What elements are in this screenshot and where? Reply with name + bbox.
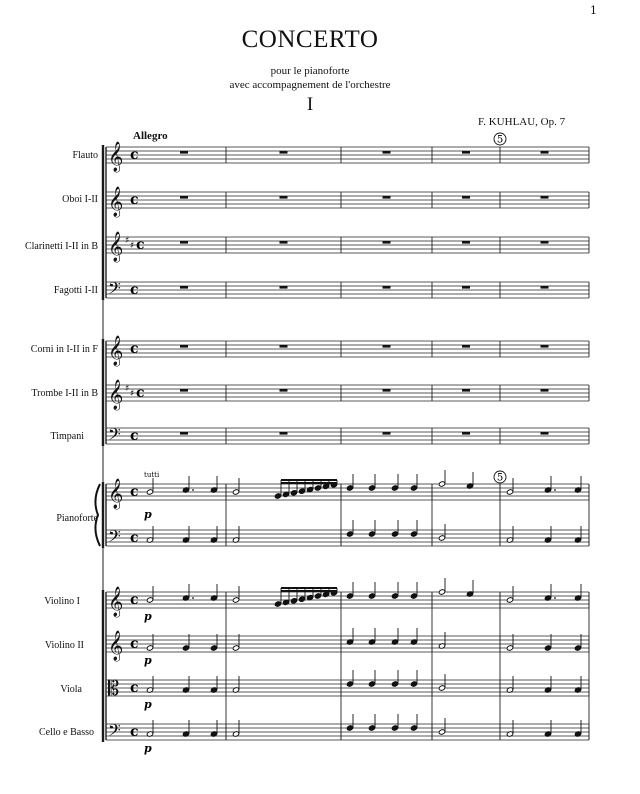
notehead bbox=[232, 489, 239, 495]
whole-rest bbox=[280, 432, 288, 435]
whole-rest bbox=[383, 389, 391, 392]
dot bbox=[554, 489, 556, 491]
whole-rest bbox=[280, 389, 288, 392]
staff bbox=[106, 341, 589, 357]
whole-rest bbox=[462, 151, 470, 154]
whole-rest bbox=[280, 241, 288, 244]
page-number: 1 bbox=[590, 4, 597, 17]
staff bbox=[106, 428, 589, 444]
whole-rest bbox=[180, 345, 188, 348]
notehead bbox=[290, 598, 297, 604]
subtitle-line-2: avec accompagnement de l'orchestre bbox=[229, 79, 391, 91]
time-signature: c bbox=[130, 341, 139, 357]
time-signature: c bbox=[130, 484, 139, 500]
notehead bbox=[182, 645, 189, 651]
notehead bbox=[506, 645, 513, 651]
whole-rest bbox=[180, 389, 188, 392]
whole-rest bbox=[180, 241, 188, 244]
notehead bbox=[346, 725, 353, 731]
movement-number: I bbox=[306, 94, 314, 115]
time-signature: c bbox=[130, 724, 139, 740]
time-signature: c bbox=[130, 192, 139, 208]
notehead bbox=[368, 485, 375, 491]
notehead bbox=[210, 645, 217, 651]
dynamic-marking: p bbox=[144, 742, 152, 755]
whole-rest bbox=[383, 286, 391, 289]
instrument-label-pianoforte: Pianoforte bbox=[56, 513, 98, 524]
treble-clef-icon: 𝄞 bbox=[108, 380, 124, 410]
instrument-label-timpani: Timpani bbox=[50, 431, 84, 442]
instrument-label-flauto: Flauto bbox=[72, 150, 98, 161]
notehead bbox=[391, 725, 398, 731]
notehead bbox=[410, 593, 417, 599]
notehead bbox=[314, 485, 321, 491]
treble-clef-icon: 𝄞 bbox=[108, 336, 124, 366]
notehead bbox=[232, 645, 239, 651]
whole-rest bbox=[383, 196, 391, 199]
notehead bbox=[410, 725, 417, 731]
whole-rest bbox=[462, 345, 470, 348]
whole-rest bbox=[280, 286, 288, 289]
notehead bbox=[368, 725, 375, 731]
notehead bbox=[368, 681, 375, 687]
whole-rest bbox=[383, 151, 391, 154]
notehead bbox=[346, 485, 353, 491]
piano-brace-icon bbox=[95, 484, 100, 546]
sharp-icon: ♯ bbox=[125, 236, 130, 246]
notehead bbox=[346, 531, 353, 537]
notehead bbox=[346, 681, 353, 687]
whole-rest bbox=[383, 345, 391, 348]
dynamic-marking: p bbox=[144, 610, 152, 623]
notehead bbox=[506, 597, 513, 603]
time-signature: c bbox=[136, 385, 145, 401]
notehead bbox=[438, 535, 445, 541]
treble-clef-icon: 𝄞 bbox=[108, 587, 124, 617]
instrument-label-violino-ii: Violino II bbox=[44, 640, 84, 651]
whole-rest bbox=[280, 345, 288, 348]
instrument-label-trombe: Trombe I-II in B bbox=[31, 388, 98, 399]
whole-rest bbox=[541, 196, 549, 199]
notehead bbox=[391, 485, 398, 491]
whole-rest bbox=[180, 151, 188, 154]
notehead bbox=[314, 593, 321, 599]
whole-rest bbox=[280, 151, 288, 154]
time-signature: c bbox=[130, 147, 139, 163]
notehead bbox=[438, 481, 445, 487]
whole-rest bbox=[462, 241, 470, 244]
notehead bbox=[368, 531, 375, 537]
notehead bbox=[298, 488, 305, 494]
treble-clef-icon: 𝄞 bbox=[108, 631, 124, 661]
rehearsal-mark: 5 bbox=[496, 472, 504, 484]
treble-clef-icon: 𝄞 bbox=[108, 232, 124, 262]
whole-rest bbox=[280, 196, 288, 199]
whole-rest bbox=[383, 241, 391, 244]
dynamic-marking: p bbox=[144, 698, 152, 711]
time-signature: c bbox=[130, 680, 139, 696]
notehead bbox=[290, 490, 297, 496]
page-title: CONCERTO bbox=[241, 26, 379, 53]
sharp-icon: ♯ bbox=[125, 384, 130, 394]
time-signature: c bbox=[130, 428, 139, 444]
notehead bbox=[438, 729, 445, 735]
whole-rest bbox=[462, 196, 470, 199]
whole-rest bbox=[180, 432, 188, 435]
tutti-label: tutti bbox=[144, 471, 160, 479]
notehead bbox=[506, 489, 513, 495]
time-signature: c bbox=[130, 636, 139, 652]
whole-rest bbox=[541, 432, 549, 435]
instrument-label-clarinetti: Clarinetti I-II in B bbox=[24, 241, 98, 252]
time-signature: c bbox=[136, 237, 145, 253]
whole-rest bbox=[541, 345, 549, 348]
treble-clef-icon: 𝄞 bbox=[108, 479, 124, 509]
whole-rest bbox=[462, 286, 470, 289]
whole-rest bbox=[462, 432, 470, 435]
sharp-icon: ♯ bbox=[130, 389, 135, 399]
treble-clef-icon: 𝄞 bbox=[108, 142, 124, 172]
whole-rest bbox=[383, 432, 391, 435]
time-signature: c bbox=[130, 282, 139, 298]
notehead bbox=[274, 493, 281, 499]
staff bbox=[106, 192, 589, 208]
sharp-icon: ♯ bbox=[130, 241, 135, 251]
subtitle-line-1: pour le pianoforte bbox=[270, 65, 350, 77]
composer-credit: F. KUHLAU, Op. 7 bbox=[478, 116, 566, 128]
rehearsal-mark: 5 bbox=[496, 134, 504, 146]
whole-rest bbox=[462, 389, 470, 392]
time-signature: c bbox=[130, 592, 139, 608]
notehead bbox=[368, 593, 375, 599]
notehead bbox=[410, 681, 417, 687]
notehead bbox=[146, 597, 153, 603]
staff bbox=[106, 237, 589, 253]
notehead bbox=[544, 645, 551, 651]
notehead bbox=[438, 685, 445, 691]
notehead bbox=[391, 681, 398, 687]
tempo-marking: Allegro bbox=[133, 130, 168, 142]
notehead bbox=[438, 589, 445, 595]
notehead bbox=[274, 601, 281, 607]
bass-clef-icon: 𝄢 bbox=[108, 526, 121, 550]
staff bbox=[106, 147, 589, 163]
whole-rest bbox=[541, 241, 549, 244]
dot bbox=[192, 597, 194, 599]
instrument-label-oboi: Oboi I-II bbox=[62, 194, 98, 205]
whole-rest bbox=[180, 196, 188, 199]
notehead bbox=[410, 485, 417, 491]
bass-clef-icon: 𝄢 bbox=[108, 720, 121, 744]
alto-clef-icon: 𝄡 bbox=[108, 676, 120, 700]
notehead bbox=[410, 531, 417, 537]
notehead bbox=[146, 645, 153, 651]
notehead bbox=[232, 597, 239, 603]
notehead bbox=[391, 531, 398, 537]
dynamic-marking: p bbox=[144, 654, 152, 667]
dynamic-marking: p bbox=[144, 508, 152, 521]
notehead bbox=[146, 489, 153, 495]
staff bbox=[106, 282, 589, 298]
dot bbox=[554, 597, 556, 599]
instrument-label-cello-basso: Cello e Basso bbox=[39, 727, 94, 738]
whole-rest bbox=[541, 151, 549, 154]
whole-rest bbox=[180, 286, 188, 289]
bass-clef-icon: 𝄢 bbox=[108, 278, 121, 302]
whole-rest bbox=[541, 389, 549, 392]
notehead bbox=[298, 596, 305, 602]
instrument-label-violino-i: Violino I bbox=[44, 596, 80, 607]
bass-clef-icon: 𝄢 bbox=[108, 424, 121, 448]
treble-clef-icon: 𝄞 bbox=[108, 187, 124, 217]
instrument-label-viola: Viola bbox=[60, 684, 82, 695]
dot bbox=[192, 489, 194, 491]
notehead bbox=[391, 593, 398, 599]
instrument-label-fagotti: Fagotti I-II bbox=[53, 285, 98, 296]
staff bbox=[106, 385, 589, 401]
notehead bbox=[346, 593, 353, 599]
whole-rest bbox=[541, 286, 549, 289]
time-signature: c bbox=[130, 530, 139, 546]
notehead bbox=[574, 645, 581, 651]
instrument-label-corni: Corni in I-II in F bbox=[30, 344, 98, 355]
